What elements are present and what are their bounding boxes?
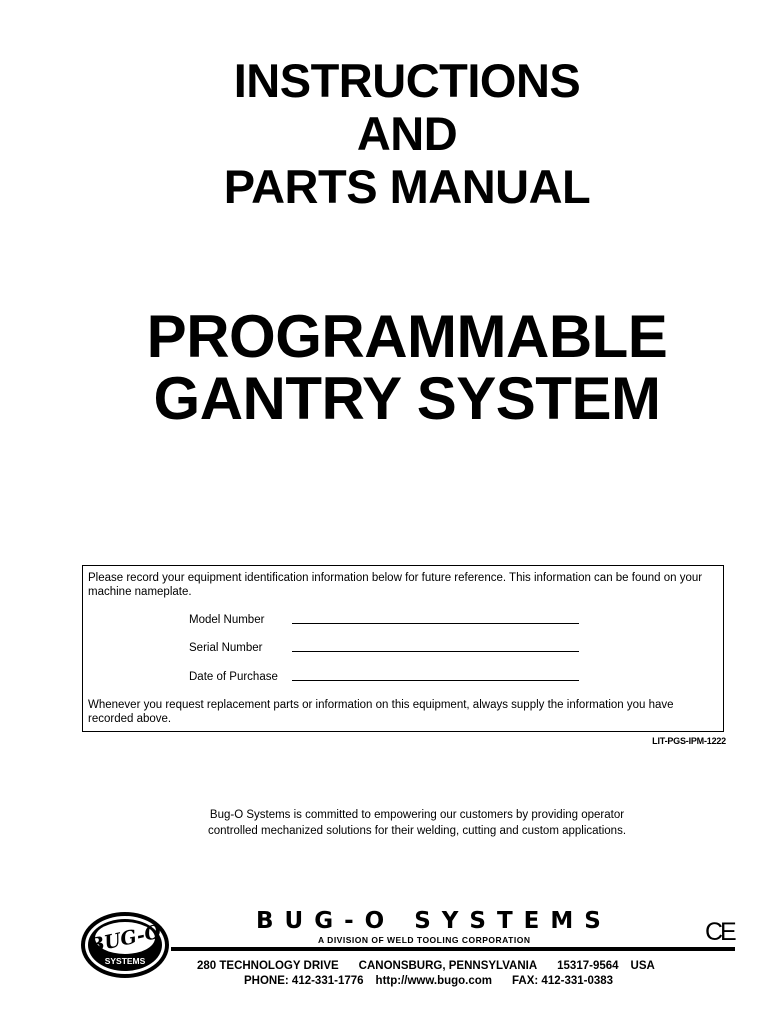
address-city: CANONSBURG, PENNSYLVANIA <box>358 960 538 972</box>
address-street: 280 TECHNOLOGY DRIVE <box>197 960 339 972</box>
logo-text-top: BUG-O <box>86 920 164 958</box>
footer-rule <box>171 947 735 951</box>
date-of-purchase-field[interactable] <box>292 680 579 681</box>
serial-number-label: Serial Number <box>189 642 263 654</box>
title-line-3: PARTS MANUAL <box>223 160 591 213</box>
equipment-record-box <box>82 565 724 732</box>
date-of-purchase-label: Date of Purchase <box>189 671 278 683</box>
model-number-field[interactable] <box>292 623 579 624</box>
address-zip: 15317-9564 <box>557 960 619 972</box>
bug-o-logo <box>79 910 171 980</box>
contact-fax: FAX: 412-331-0383 <box>512 975 614 987</box>
record-footer-text: Whenever you request replacement parts or information on this equipment, always supply the information you have recorded above. <box>88 699 674 725</box>
product-name <box>0 303 770 432</box>
manual-title <box>0 54 770 213</box>
product-line-2: GANTRY SYSTEM <box>153 365 661 432</box>
company-contact <box>244 975 613 987</box>
ce-mark-icon: CE <box>705 918 734 946</box>
serial-number-field[interactable] <box>292 651 579 652</box>
commitment-statement <box>0 807 770 839</box>
literature-code: LIT-PGS-IPM-1222 <box>652 736 726 746</box>
address-country: USA <box>630 960 655 972</box>
logo-text-bottom: SYSTEMS <box>104 956 146 966</box>
contact-phone: PHONE: 412-331-1776 <box>244 975 364 987</box>
brand-wordmark: BUG-O SYSTEMS <box>256 908 612 934</box>
model-number-label: Model Number <box>189 614 265 626</box>
division-line: A DIVISION OF WELD TOOLING CORPORATION <box>318 935 531 945</box>
commitment-line-1: Bug-O Systems is committed to empowering our customers by providing operator <box>209 809 625 821</box>
product-line-1: PROGRAMMABLE <box>146 303 668 370</box>
record-intro-text: Please record your equipment identification information below for future reference. This information can be found on your machine nameplate. <box>88 572 703 598</box>
commitment-line-2: controlled mechanized solutions for their welding, cutting and custom applications. <box>207 825 627 837</box>
contact-website[interactable]: http://www.bugo.com <box>375 975 493 987</box>
title-line-2: AND <box>356 107 458 160</box>
company-address <box>197 960 655 972</box>
title-line-1: INSTRUCTIONS <box>233 54 581 107</box>
